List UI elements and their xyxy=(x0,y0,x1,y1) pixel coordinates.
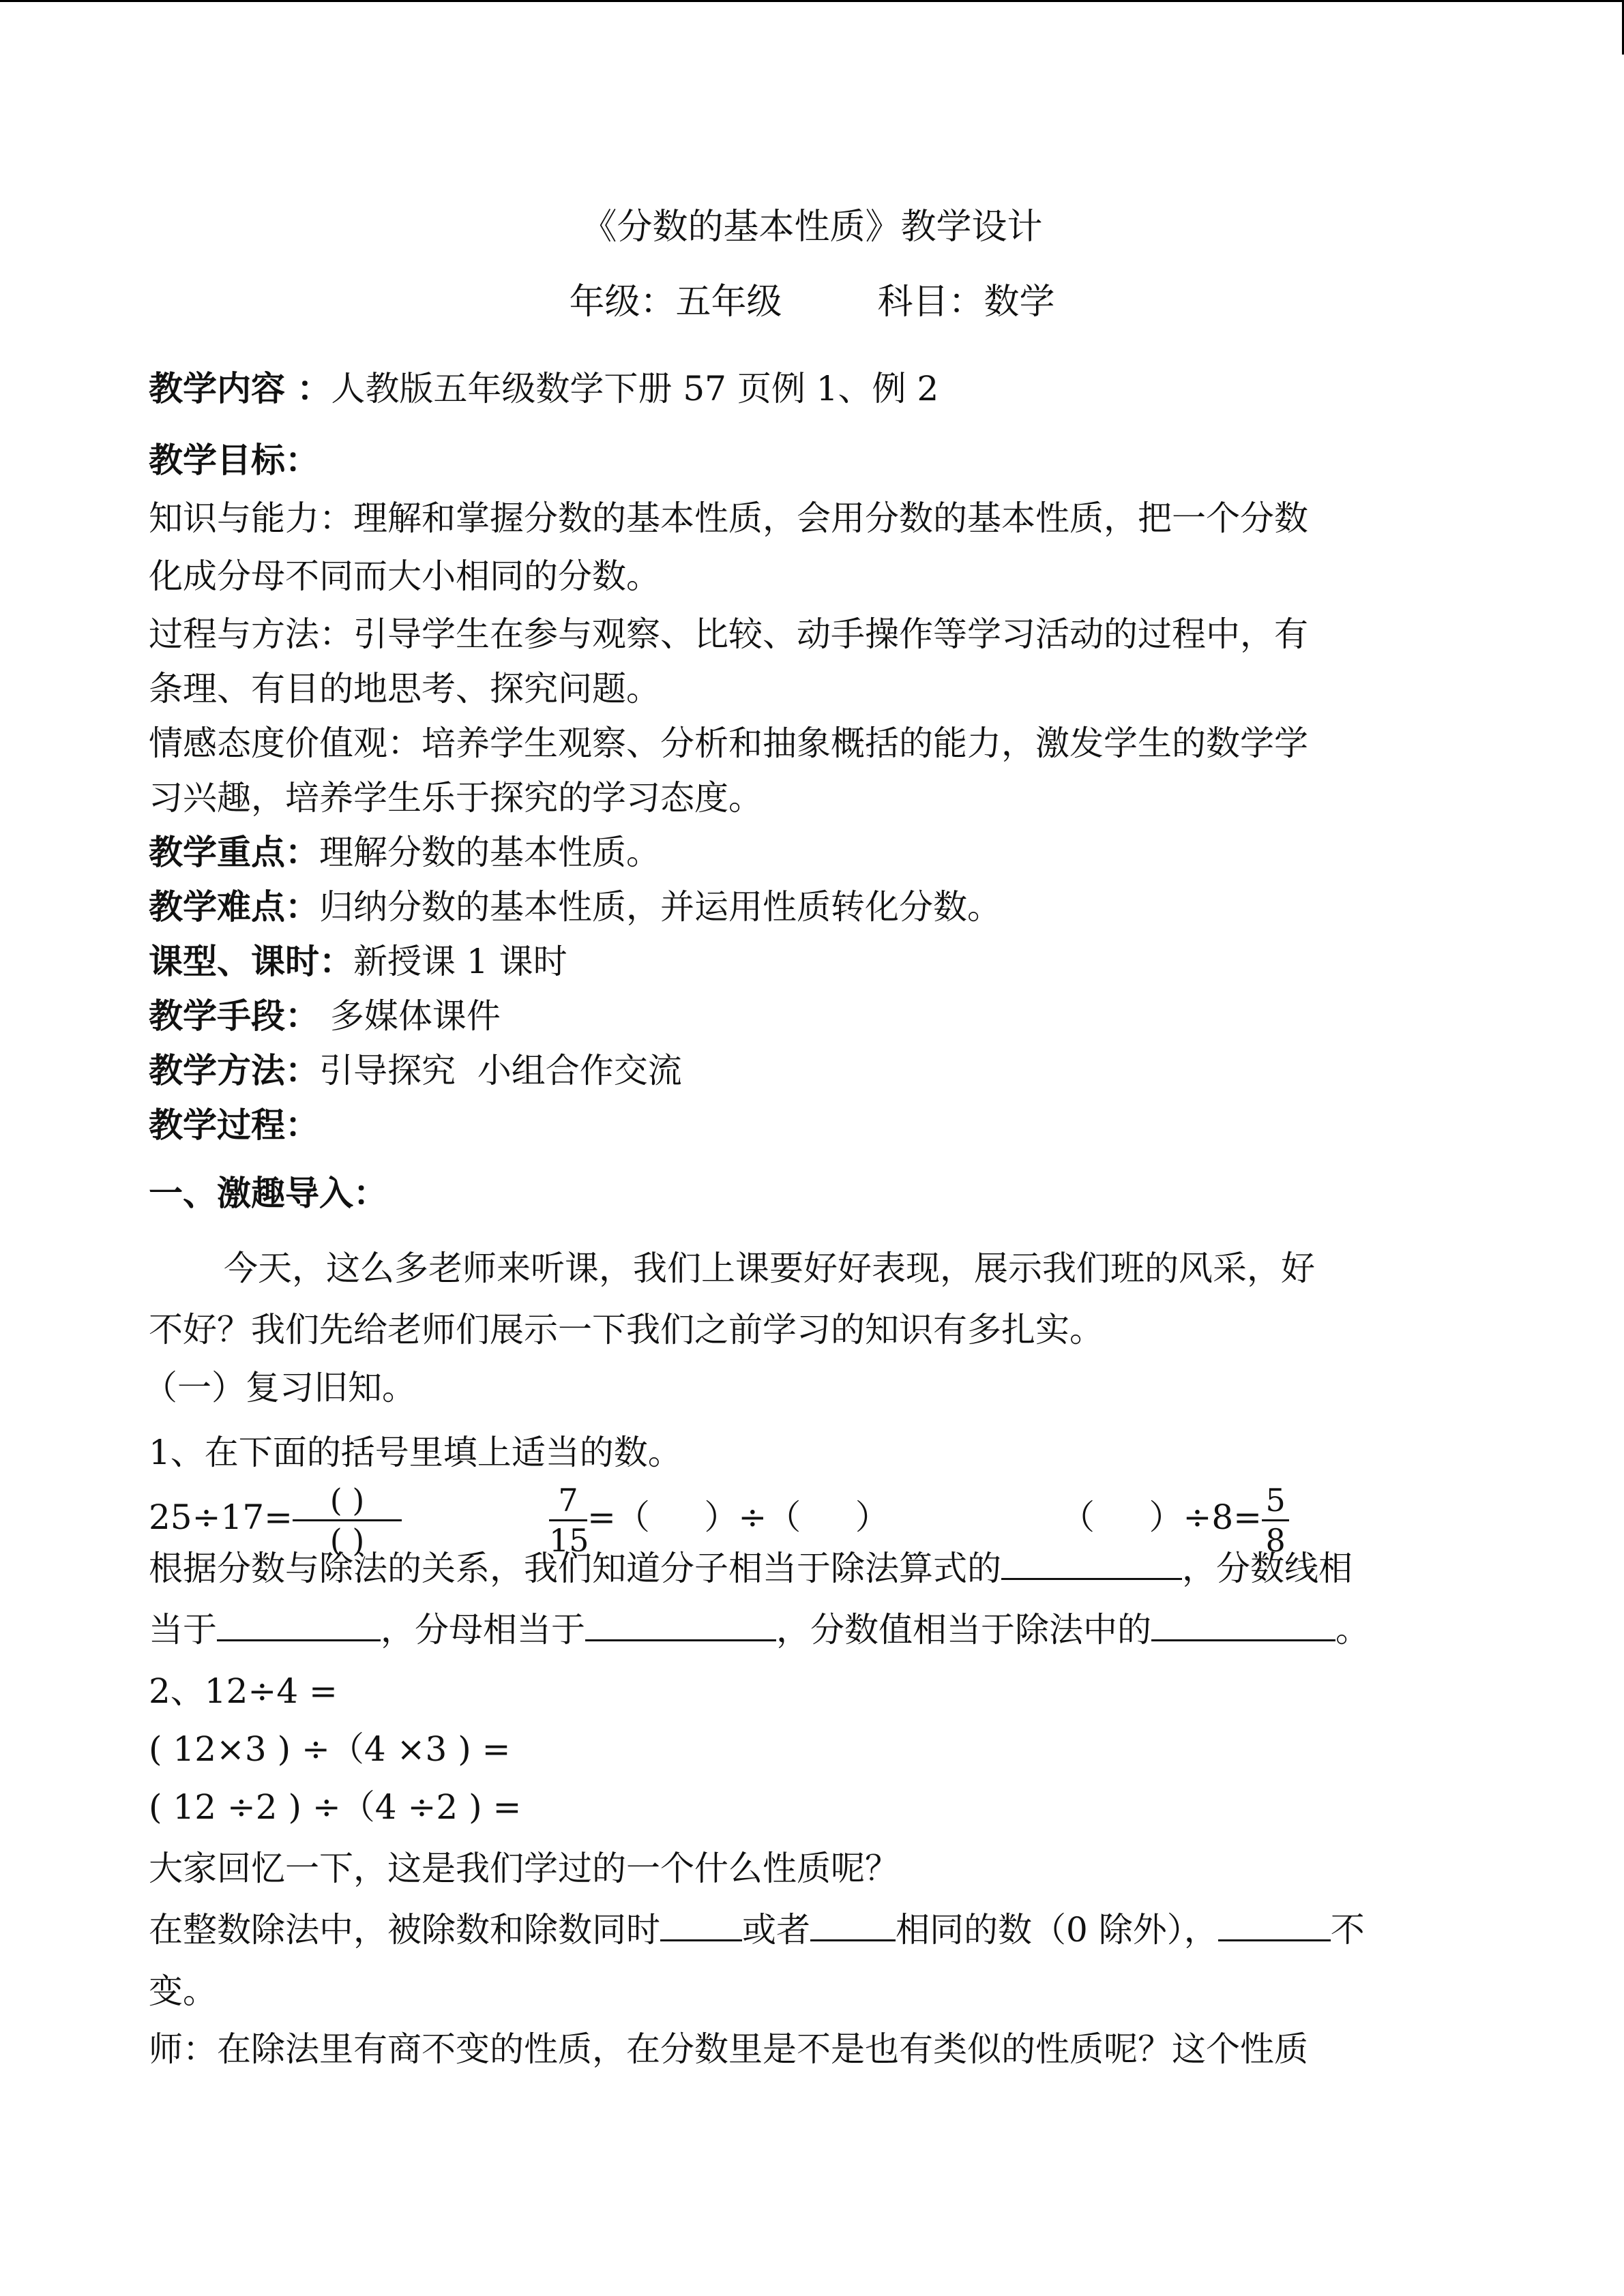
goal-knowledge-line1: 知识与能力：理解和掌握分数的基本性质，会用分数的基本性质，把一个分数 xyxy=(149,498,1308,538)
question-1: 1、在下面的括号里填上适当的数。 xyxy=(149,1433,682,1472)
document-title: 《分数的基本性质》教学设计 xyxy=(581,207,1043,248)
relation-text-3: 当于 xyxy=(149,1610,217,1650)
question-2: 2、12÷4 = xyxy=(149,1671,338,1711)
eq-b-right: =（ ）÷（ ） xyxy=(587,1497,889,1537)
teaching-content-label: 教学内容 ： xyxy=(149,368,331,408)
question-2-line2: ( 12×3 ) ÷（4 ×3 ) = xyxy=(149,1729,511,1769)
teaching-goals-label: 教学目标： xyxy=(149,440,319,480)
teaching-means-text: 多媒体课件 xyxy=(319,996,501,1036)
key-point-text: 理解分数的基本性质。 xyxy=(319,833,660,872)
teaching-process-label: 教学过程： xyxy=(149,1105,319,1145)
goal-emotion-line1: 情感态度价值观：培养学生观察、分析和抽象概括的能力，激发学生的数学学 xyxy=(149,724,1308,763)
goal-process-line2: 条理、有目的地思考、探究问题。 xyxy=(149,669,660,709)
teaching-method xyxy=(149,1047,682,1094)
rule-text-3: 相同的数（0 除外）， xyxy=(896,1910,1218,1950)
recall-question: 大家回忆一下，这是我们学过的一个什么性质呢？ xyxy=(149,1849,899,1888)
teacher-line: 师：在除法里有商不变的性质，在分数里是不是也有类似的性质呢？这个性质 xyxy=(149,2029,1308,2069)
eq-b-fraction-bar xyxy=(549,1519,587,1521)
eq-a-denominator: ( ) xyxy=(329,1521,365,1559)
eq-a-numerator: ( ) xyxy=(329,1481,365,1519)
review-heading: （一）复习旧知。 xyxy=(143,1368,416,1407)
relation-line2 xyxy=(149,1606,1370,1654)
goal-knowledge-line2: 化成分母不同而大小相同的分数。 xyxy=(149,556,660,596)
lesson-type-text: 新授课 1 课时 xyxy=(353,942,567,981)
subject-text: 科目：数学 xyxy=(877,282,1055,323)
relation-text-5: ，分数值相当于除法中的 xyxy=(776,1610,1151,1650)
difficulty-text: 归纳分数的基本性质，并运用性质转化分数。 xyxy=(319,887,1001,927)
relation-line1 xyxy=(149,1545,1353,1592)
teaching-method-text: 引导探究 小组合作交流 xyxy=(319,1051,682,1090)
difficulty xyxy=(149,883,1001,931)
rule-blank-2[interactable] xyxy=(810,1912,896,1941)
rule-line2: 变。 xyxy=(149,1971,217,2011)
relation-text-6: 。 xyxy=(1335,1610,1370,1650)
lesson-type-label: 课型、课时： xyxy=(149,941,353,981)
teaching-means xyxy=(149,992,501,1040)
difficulty-label: 教学难点： xyxy=(149,886,319,927)
teaching-content-text: 人教版五年级数学下册 57 页例 1、例 2 xyxy=(331,369,939,408)
intro-paragraph-line2: 不好？我们先给老师们展示一下我们之前学习的知识有多扎实。 xyxy=(149,1310,1104,1350)
relation-text-2: ，分数线相 xyxy=(1182,1549,1353,1588)
eq-c-numerator: 5 xyxy=(1265,1481,1286,1519)
teaching-content xyxy=(149,365,939,413)
rule-line1 xyxy=(149,1906,1365,1954)
section-heading-intro: 一、激趣导入： xyxy=(149,1173,387,1213)
rule-text-1: 在整数除法中，被除数和除数同时 xyxy=(149,1910,660,1950)
intro-paragraph-line1: 今天，这么多老师来听课，我们上课要好好表现，展示我们班的风采，好 xyxy=(224,1249,1315,1288)
eq-a-fraction-bar xyxy=(293,1519,402,1521)
rule-text-4: 不 xyxy=(1330,1910,1365,1950)
key-point-label: 教学重点： xyxy=(149,832,319,872)
eq-b-denominator: 15 xyxy=(549,1521,589,1559)
eq-b-numerator: 7 xyxy=(558,1481,578,1519)
grade-text: 年级：五年级 xyxy=(569,282,782,323)
relation-text-4: ，分母相当于 xyxy=(381,1610,585,1650)
rule-text-2: 或者 xyxy=(742,1910,810,1950)
relation-blank-4[interactable] xyxy=(1151,1612,1335,1641)
key-point xyxy=(149,829,660,876)
eq-c-left: （ ）÷8= xyxy=(1061,1497,1263,1537)
grade-subject-line xyxy=(0,273,1624,324)
relation-blank-3[interactable] xyxy=(585,1612,776,1641)
eq-c-denominator: 8 xyxy=(1265,1521,1286,1559)
goal-process-line1: 过程与方法：引导学生在参与观察、比较、动手操作等学习活动的过程中，有 xyxy=(149,614,1308,654)
relation-blank-2[interactable] xyxy=(217,1612,381,1641)
teaching-means-label: 教学手段： xyxy=(149,996,319,1036)
relation-blank-1[interactable] xyxy=(1001,1551,1182,1580)
eq-a-left: 25÷17= xyxy=(149,1497,293,1537)
lesson-type xyxy=(149,938,567,985)
rule-blank-1[interactable] xyxy=(660,1912,742,1941)
rule-blank-3[interactable] xyxy=(1218,1912,1331,1941)
question-2-line3: ( 12 ÷2 ) ÷（4 ÷2 ) = xyxy=(149,1787,522,1827)
teaching-method-label: 教学方法： xyxy=(149,1050,319,1090)
page-top-border xyxy=(0,0,1624,2)
eq-c-fraction-bar xyxy=(1262,1519,1289,1521)
relation-text-1: 根据分数与除法的关系，我们知道分子相当于除法算式的 xyxy=(149,1549,1001,1588)
goal-emotion-line2: 习兴趣，培养学生乐于探究的学习态度。 xyxy=(149,778,763,818)
